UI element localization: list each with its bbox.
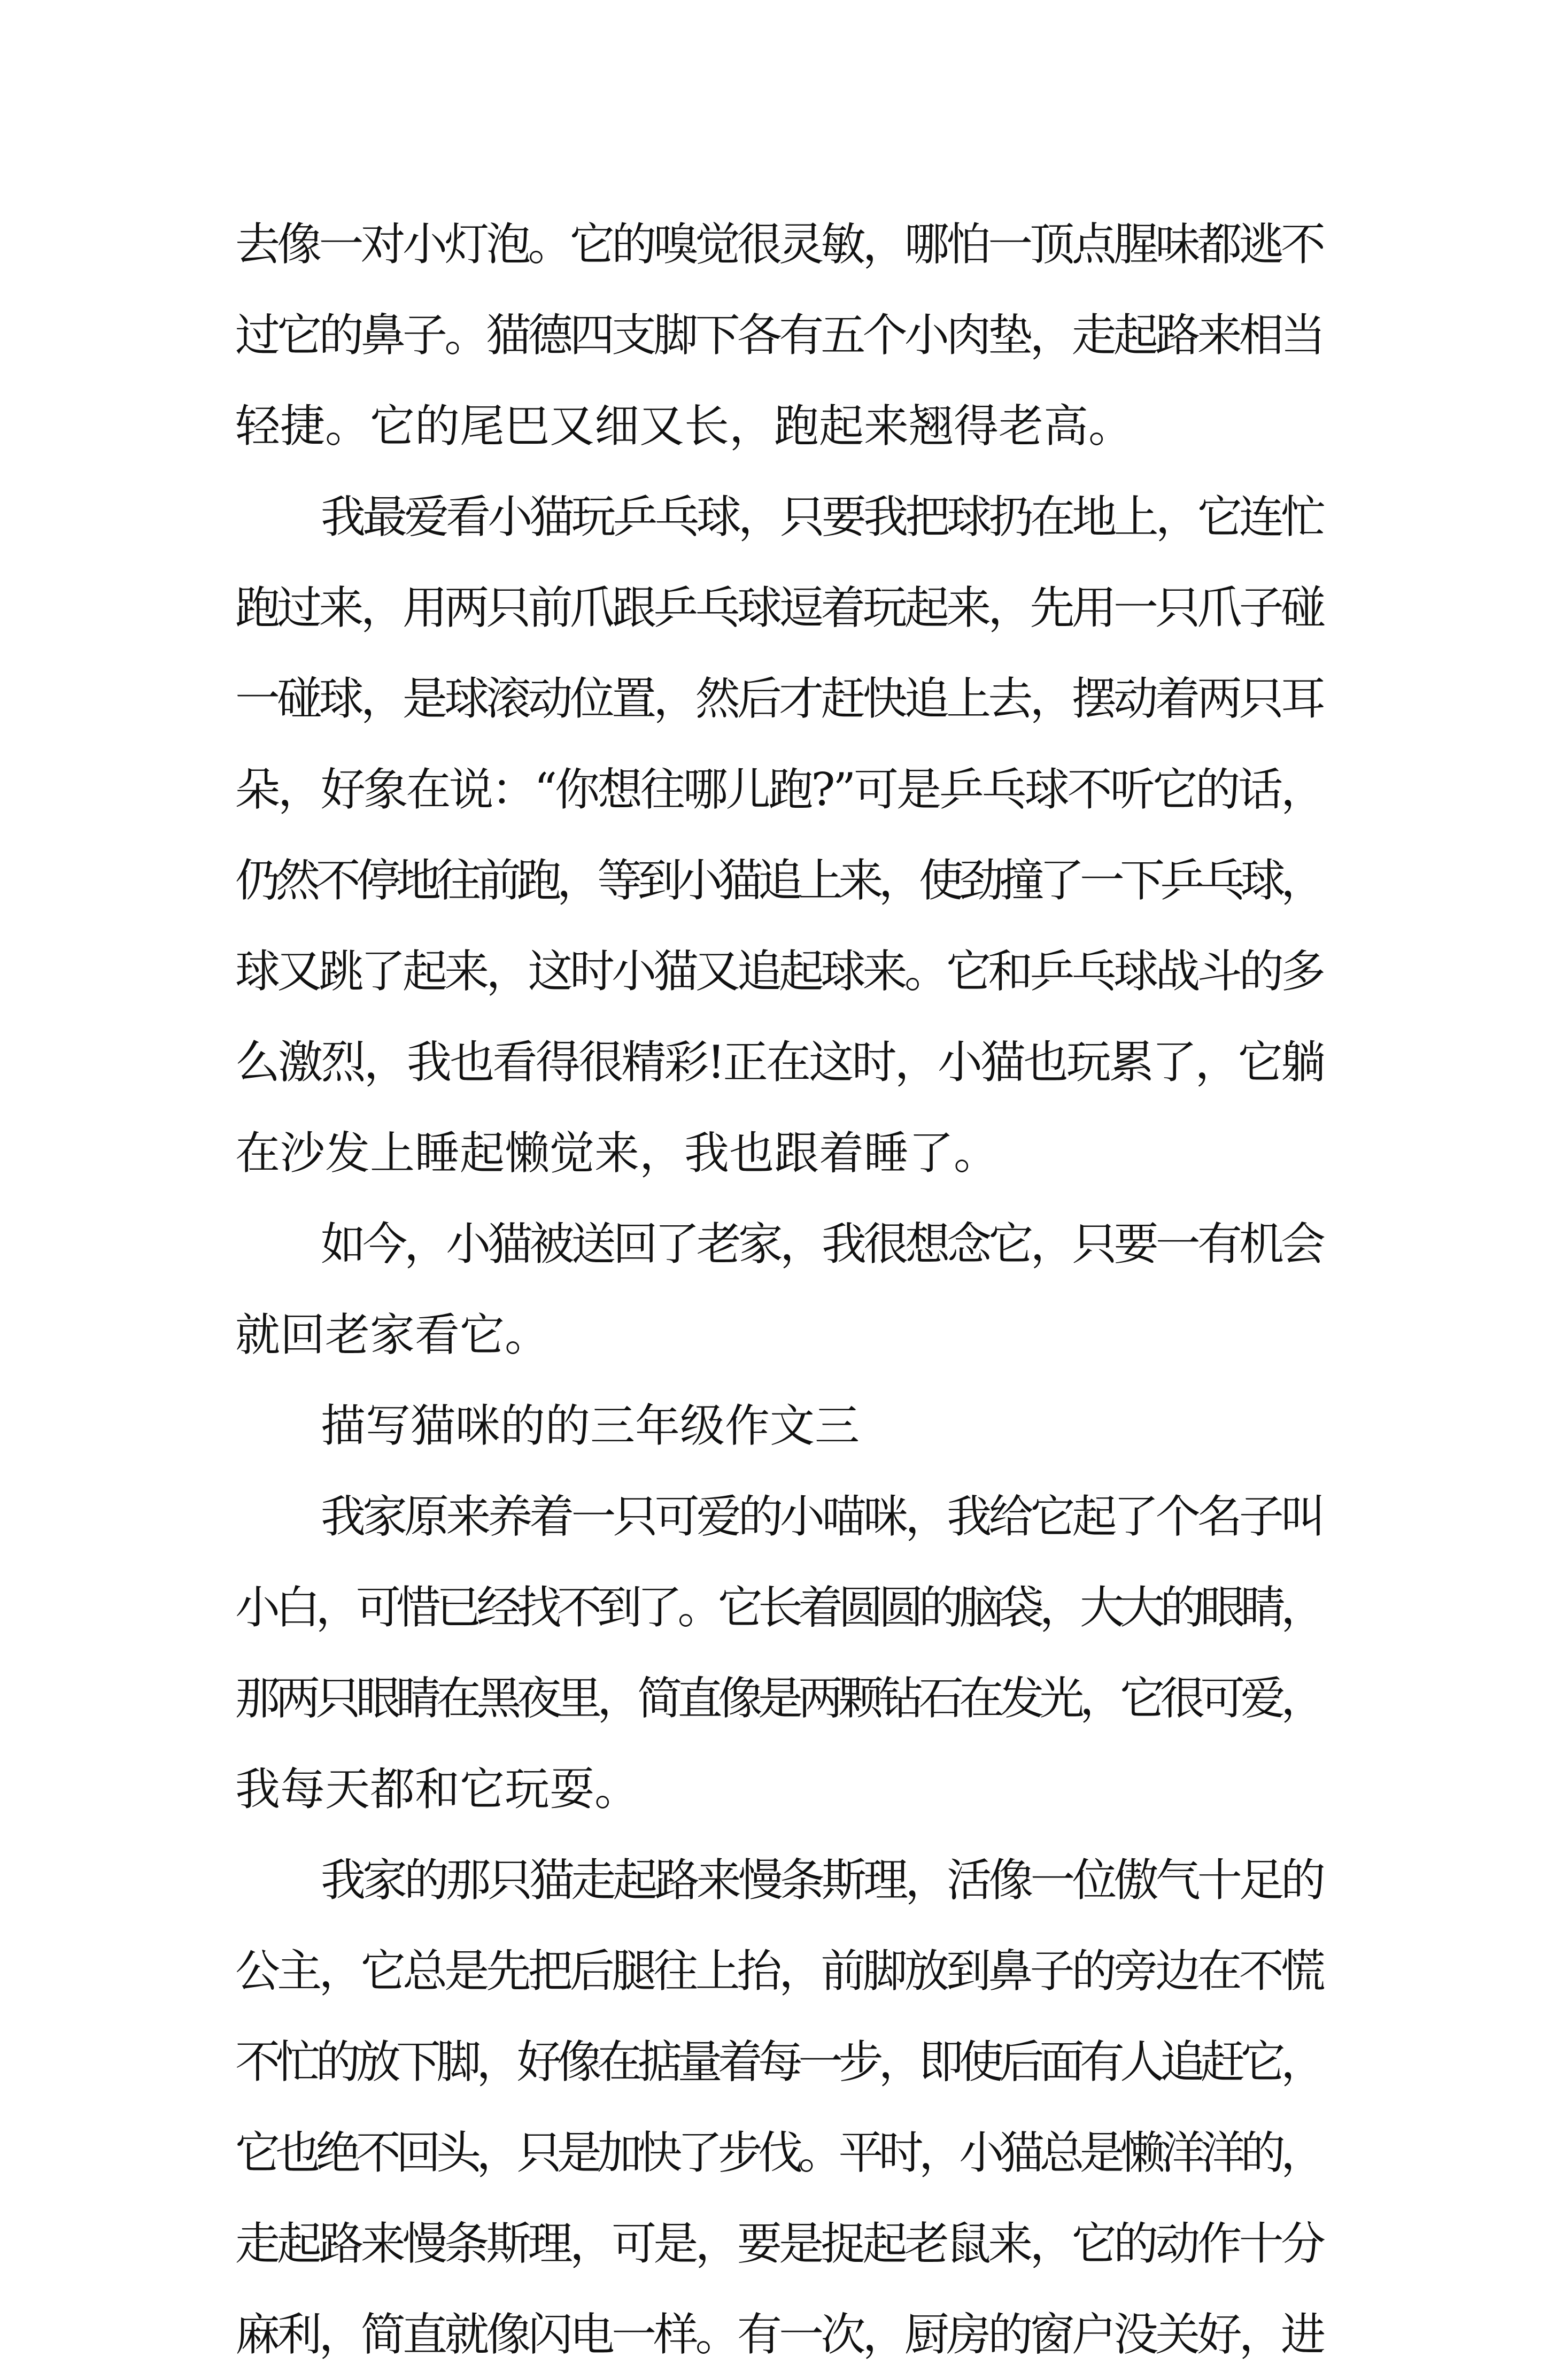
document-body <box>235 199 1326 2380</box>
text-line: 我家原来养着一只可爱的小喵咪，我给它起了个名子叫 <box>321 1490 1323 1543</box>
text-line: 在沙发上睡起懒觉来，我也跟着睡了。 <box>235 1127 999 1179</box>
text-line: 走起路来慢条斯理，可是，要是捉起老鼠来，它的动作十分 <box>235 2217 1323 2270</box>
text-line: 我每天都和它玩耍。 <box>235 1763 640 1815</box>
text-line: 它也绝不回头，只是加快了步伐。平时，小猫总是懒洋洋的， <box>235 2127 1321 2179</box>
text-line: 球又跳了起来，这时小猫又追起球来。它和乒乓球战斗的多 <box>235 945 1323 998</box>
text-line: 朵，好象在说：“你想往哪儿跑?”可是乒乓球不听它的话， <box>235 763 1324 816</box>
text-line: 轻捷。它的尾巴又细又长，跑起来翘得老高。 <box>235 400 1134 452</box>
text-line: 么激烈，我也看得很精彩!正在这时，小猫也玩累了，它躺 <box>235 1036 1324 1088</box>
text-line: 小白，可惜已经找不到了。它长着圆圆的脑袋，大大的眼睛， <box>235 1581 1321 1634</box>
text-line: 我最爱看小猫玩乒乓球，只要我把球扔在地上，它连忙 <box>321 491 1323 543</box>
text-line: 仍然不停地往前跑，等到小猫追上来，使劲撞了一下乒乓球， <box>235 854 1321 907</box>
text-line: 一碰球，是球滚动位置，然后才赶快追上去，摆动着两只耳 <box>235 673 1323 725</box>
text-line: 过它的鼻子。猫德四支脚下各有五个小肉垫，走起路来相当 <box>235 309 1323 361</box>
text-line: 描写猫咪的的三年级作文三 <box>321 1400 860 1452</box>
text-line: 跑过来，用两只前爪跟乒乓球逗着玩起来，先用一只爪子碰 <box>235 582 1323 634</box>
text-line: 就回老家看它。 <box>235 1309 550 1361</box>
text-line: 那两只眼睛在黑夜里，简直像是两颗钻石在发光，它很可爱， <box>235 1672 1321 1725</box>
text-line: 如今，小猫被送回了老家，我很想念它，只要一有机会 <box>321 1218 1323 1270</box>
text-line: 不忙的放下脚，好像在掂量着每一步，即使后面有人追赶它， <box>235 2036 1321 2088</box>
text-line: 去像一对小灯泡。它的嗅觉很灵敏，哪怕一顶点腥味都逃不 <box>235 218 1323 271</box>
text-line: 我家的那只猫走起路来慢条斯理，活像一位傲气十足的 <box>321 1854 1323 1906</box>
text-line: 公主，它总是先把后腿往上抬，前脚放到鼻子的旁边在不慌 <box>235 1945 1323 1997</box>
text-line: 麻利，简直就像闪电一样。有一次，厨房的窗户没关好，进 <box>235 2308 1323 2361</box>
